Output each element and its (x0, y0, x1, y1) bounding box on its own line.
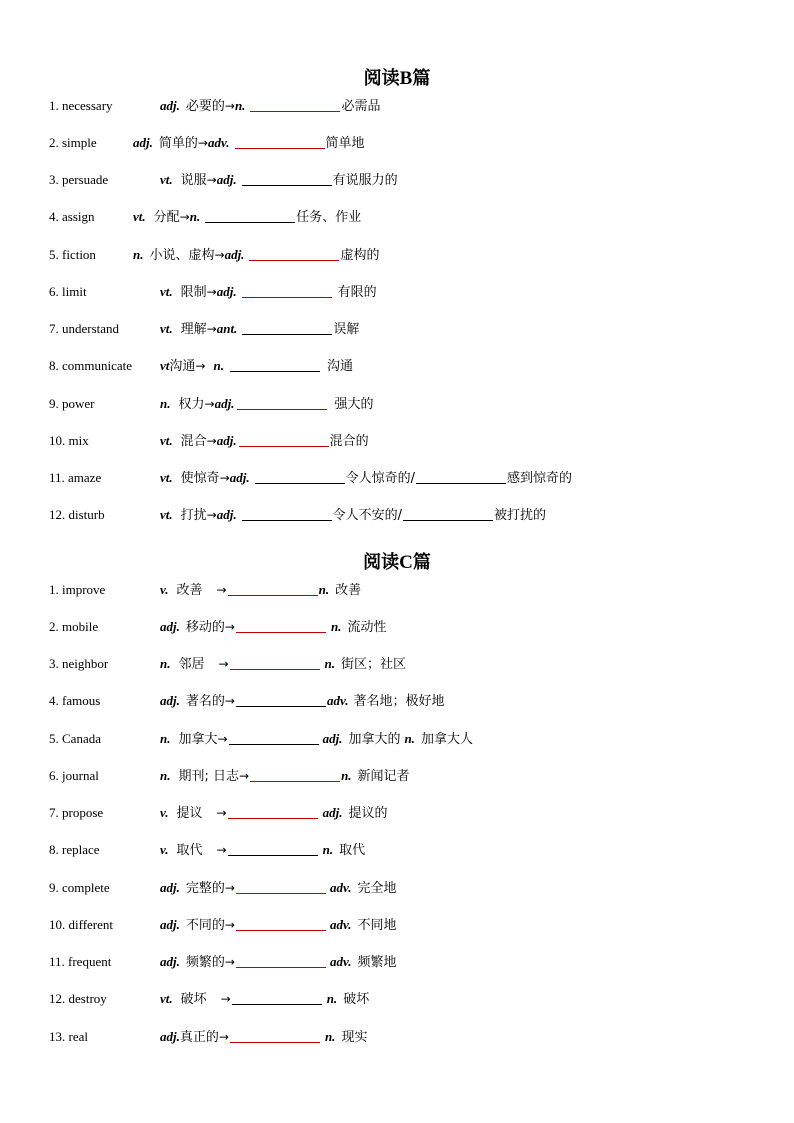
meaning-label: 邻居 (178, 657, 205, 672)
pos-label: vt. (160, 172, 173, 187)
arrow-icon: → (204, 397, 215, 411)
word-label: 6. journal (49, 768, 99, 783)
pos-label: adj. (322, 731, 343, 746)
answer-blank[interactable] (228, 854, 318, 856)
list-item (49, 506, 546, 524)
pos-label: n. (318, 582, 330, 597)
word-label: 13. real (49, 1029, 88, 1044)
meaning-label: 流动性 (347, 620, 387, 635)
meaning-label: 移动的 (185, 620, 225, 635)
list-item (49, 395, 373, 413)
pos-label: ant. (216, 321, 238, 336)
word-label: 11. amaze (49, 470, 102, 485)
meaning-label: 令人不安的/ (332, 508, 402, 523)
meaning-label: 加拿大的 (348, 732, 401, 747)
arrow-icon: → (206, 285, 217, 299)
meaning-label: 小说、虚构 (149, 248, 215, 263)
meaning-label: 加拿大 (178, 732, 218, 747)
pos-label: adj. (216, 284, 237, 299)
answer-blank[interactable] (250, 110, 340, 112)
word-label: 10. mix (49, 433, 89, 448)
pos-label: adj. (216, 172, 237, 187)
answer-blank[interactable] (416, 482, 506, 484)
pos-label: adv. (329, 880, 352, 895)
meaning-label: 混合的 (329, 434, 369, 449)
meaning-label: 著名地；极好地 (353, 694, 445, 709)
list-item (49, 990, 369, 1008)
pos-label: n. (189, 209, 201, 224)
answer-blank[interactable] (236, 631, 326, 633)
arrow-icon: → (195, 359, 206, 373)
meaning-label: 破坏 (180, 992, 207, 1007)
list-item (49, 841, 365, 859)
arrow-icon: → (218, 1030, 229, 1044)
list-item (49, 879, 397, 897)
section-b-title-prefix: 阅读 (363, 68, 400, 89)
pos-label: adj. (322, 805, 343, 820)
pos-label: adv. (329, 917, 352, 932)
meaning-label: 强大的 (334, 397, 374, 412)
meaning-label: 提议 (176, 806, 203, 821)
list-item (49, 767, 410, 785)
pos-label: adv. (329, 954, 352, 969)
word-label: 5. fiction (49, 247, 96, 262)
pos-label: adj. (160, 1029, 180, 1044)
meaning-label: 感到惊奇的 (506, 471, 572, 486)
pos-label: vt. (160, 507, 173, 522)
list-item (49, 208, 361, 226)
answer-blank[interactable] (249, 259, 339, 261)
list-item (49, 320, 359, 338)
pos-label: vt. (160, 284, 173, 299)
meaning-label: 令人惊奇的/ (345, 471, 415, 486)
pos-label: vt. (160, 991, 173, 1006)
pos-label: n. (160, 396, 171, 411)
pos-label: n. (324, 1029, 336, 1044)
pos-label: n. (234, 98, 246, 113)
arrow-icon: → (206, 322, 217, 336)
answer-blank[interactable] (228, 817, 318, 819)
list-item (49, 581, 361, 599)
pos-label: n. (341, 768, 352, 783)
arrow-icon: → (239, 769, 250, 783)
meaning-label: 加拿大人 (420, 732, 473, 747)
answer-blank[interactable] (239, 445, 329, 447)
arrow-icon: → (224, 620, 235, 634)
pos-label: n. (326, 991, 338, 1006)
meaning-label: 频繁的 (185, 955, 225, 970)
arrow-icon: → (179, 210, 190, 224)
list-item (49, 953, 397, 971)
list-item (49, 171, 398, 189)
section-c-title-suffix: 篇 (412, 552, 431, 573)
list-item (49, 357, 353, 375)
arrow-icon: → (214, 248, 225, 262)
section-c-title-prefix: 阅读 (363, 552, 400, 573)
meaning-label: 理解 (180, 322, 207, 337)
meaning-label: 沟通 (169, 359, 196, 374)
arrow-icon: → (197, 136, 208, 150)
meaning-label: 虚构的 (340, 248, 380, 263)
word-label: 4. famous (49, 693, 101, 708)
answer-blank[interactable] (230, 370, 320, 372)
answer-blank[interactable] (250, 780, 340, 782)
arrow-icon: → (224, 881, 235, 895)
pos-label: vt. (133, 209, 146, 224)
pos-label: adj. (216, 507, 237, 522)
section-b-title (0, 64, 794, 90)
meaning-label: 取代 (339, 843, 366, 858)
arrow-icon: → (206, 434, 217, 448)
meaning-label: 不同的 (185, 918, 225, 933)
answer-blank[interactable] (403, 519, 493, 521)
arrow-icon: → (219, 471, 230, 485)
list-item (49, 97, 380, 115)
pos-label: adj. (160, 98, 180, 113)
pos-label: n. (160, 768, 171, 783)
answer-blank[interactable] (237, 408, 327, 410)
meaning-label: 提议的 (348, 806, 388, 821)
meaning-label: 分配 (153, 210, 180, 225)
pos-label: adj. (160, 917, 180, 932)
arrow-icon: → (224, 918, 235, 932)
meaning-label: 简单的 (158, 136, 198, 151)
meaning-label: 权力 (178, 397, 205, 412)
answer-blank[interactable] (236, 705, 326, 707)
pos-label: adv. (207, 135, 230, 150)
word-label: 8. communicate (49, 358, 133, 373)
word-label: 8. replace (49, 842, 100, 857)
meaning-label: 完整的 (185, 881, 225, 896)
meaning-label: 改善 (176, 583, 203, 598)
meaning-label: 有限的 (337, 285, 377, 300)
list-item (49, 469, 572, 487)
pos-label: adj. (160, 693, 180, 708)
list-item (49, 246, 379, 264)
pos-label: n. (133, 247, 144, 262)
pos-label: adj. (133, 135, 153, 150)
pos-label: vt. (160, 470, 173, 485)
meaning-label: 任务、作业 (296, 210, 362, 225)
pos-label: v. (160, 582, 169, 597)
pos-label: n. (160, 731, 171, 746)
pos-label: adj. (214, 396, 235, 411)
list-item (49, 134, 365, 152)
answer-blank[interactable] (255, 482, 345, 484)
meaning-label: 不同地 (357, 918, 397, 933)
answer-blank[interactable] (235, 147, 325, 149)
arrow-icon: → (220, 992, 231, 1006)
answer-blank[interactable] (242, 184, 332, 186)
list-item (49, 730, 473, 748)
answer-blank[interactable] (229, 743, 319, 745)
word-label: 12. disturb (49, 507, 105, 522)
answer-blank[interactable] (230, 668, 320, 670)
word-label: 6. limit (49, 284, 87, 299)
list-item (49, 1028, 367, 1046)
meaning-label: 新闻记者 (357, 769, 410, 784)
meaning-label: 真正的 (179, 1030, 219, 1045)
section-c-title (0, 548, 794, 574)
list-item (49, 618, 386, 636)
arrow-icon: → (216, 806, 227, 820)
word-label: 10. different (49, 917, 114, 932)
word-label: 5. Canada (49, 731, 101, 746)
list-item (49, 432, 369, 450)
list-item (49, 916, 397, 934)
word-label: 11. frequent (49, 954, 112, 969)
list-item (49, 804, 388, 822)
section-b-title-letter: B (399, 68, 413, 89)
meaning-label: 打扰 (180, 508, 207, 523)
answer-blank[interactable] (232, 1003, 322, 1005)
answer-blank[interactable] (242, 519, 332, 521)
meaning-label: 现实 (341, 1030, 368, 1045)
arrow-icon: → (206, 508, 217, 522)
pos-label: vt (160, 358, 170, 373)
meaning-label: 简单地 (325, 136, 365, 151)
pos-label: adj. (229, 470, 250, 485)
answer-blank[interactable] (228, 594, 318, 596)
pos-label: n. (213, 358, 224, 373)
meaning-label: 被打扰的 (493, 508, 546, 523)
meaning-label: 取代 (176, 843, 203, 858)
arrow-icon: → (216, 583, 227, 597)
pos-label: adj. (160, 880, 180, 895)
answer-blank[interactable] (236, 966, 326, 968)
arrow-icon: → (224, 99, 235, 113)
pos-label: vt. (160, 433, 173, 448)
meaning-label: 必要的 (185, 99, 225, 114)
meaning-label: 期刊; 日志 (178, 769, 239, 784)
pos-label: n. (330, 619, 342, 634)
pos-label: v. (160, 805, 169, 820)
pos-label: adj. (216, 433, 237, 448)
list-item (49, 692, 445, 710)
answer-blank[interactable] (242, 333, 332, 335)
word-label: 3. neighbor (49, 656, 109, 671)
word-label: 1. improve (49, 582, 106, 597)
word-label: 3. persuade (49, 172, 109, 187)
arrow-icon: → (216, 843, 227, 857)
meaning-label: 误解 (333, 322, 360, 337)
meaning-label: 说服 (180, 173, 207, 188)
word-label: 7. understand (49, 321, 120, 336)
meaning-label: 完全地 (357, 881, 397, 896)
meaning-label: 必需品 (341, 99, 381, 114)
word-label: 2. simple (49, 135, 97, 150)
pos-label: n. (160, 656, 171, 671)
word-label: 9. power (49, 396, 95, 411)
meaning-label: 破坏 (343, 992, 370, 1007)
pos-label: adv. (326, 693, 349, 708)
answer-blank[interactable] (242, 296, 332, 298)
meaning-label: 频繁地 (357, 955, 397, 970)
meaning-label: 改善 (335, 583, 362, 598)
list-item (49, 283, 377, 301)
section-c-title-letter: C (399, 552, 413, 573)
meaning-label: 限制 (180, 285, 207, 300)
arrow-icon: → (217, 732, 228, 746)
arrow-icon: → (224, 694, 235, 708)
meaning-label: 使惊奇 (180, 471, 220, 486)
pos-label: n. (324, 656, 336, 671)
answer-blank[interactable] (230, 1041, 320, 1043)
meaning-label: 有说服力的 (332, 173, 398, 188)
pos-label: n. (322, 842, 334, 857)
word-label: 2. mobile (49, 619, 99, 634)
pos-label: vt. (160, 321, 173, 336)
answer-blank[interactable] (236, 929, 326, 931)
word-label: 4. assign (49, 209, 95, 224)
meaning-label: 混合 (180, 434, 207, 449)
arrow-icon: → (224, 955, 235, 969)
arrow-icon: → (218, 657, 229, 671)
word-label: 9. complete (49, 880, 110, 895)
section-b-title-suffix: 篇 (412, 68, 431, 89)
pos-label: adj. (160, 954, 180, 969)
list-item (49, 655, 406, 673)
word-label: 1. necessary (49, 98, 113, 113)
pos-label: adj. (160, 619, 180, 634)
arrow-icon: → (206, 173, 217, 187)
answer-blank[interactable] (205, 221, 295, 223)
pos-label: v. (160, 842, 169, 857)
meaning-label: 沟通 (326, 359, 353, 374)
answer-blank[interactable] (236, 892, 326, 894)
pos-label: adj. (224, 247, 245, 262)
pos-label: n. (404, 731, 415, 746)
word-label: 12. destroy (49, 991, 107, 1006)
meaning-label: 街区；社区 (341, 657, 407, 672)
meaning-label: 著名的 (185, 694, 225, 709)
word-label: 7. propose (49, 805, 104, 820)
